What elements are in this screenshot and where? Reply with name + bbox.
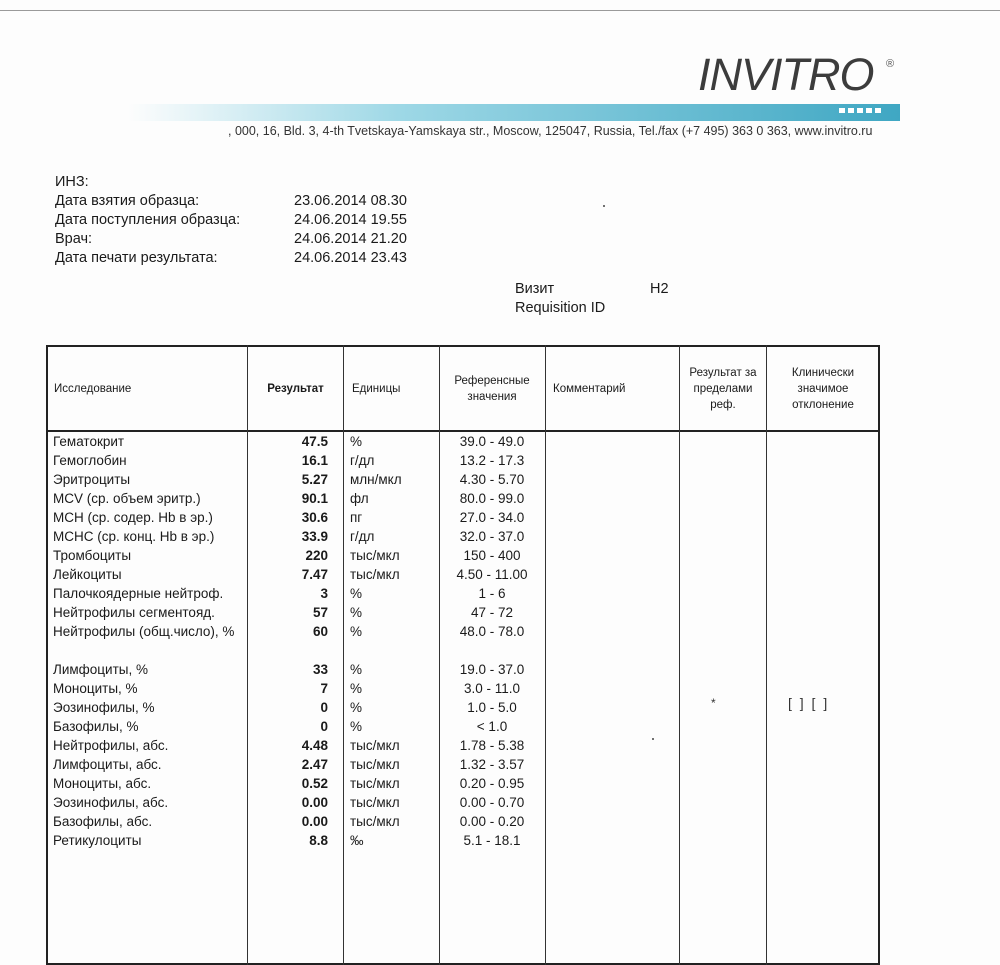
test-reference: 32.0 - 37.0 — [459, 529, 525, 544]
scan-speck — [652, 738, 654, 740]
test-name: Гематокрит — [53, 434, 125, 449]
test-reference: 4.30 - 5.70 — [459, 472, 525, 487]
logo-band — [128, 104, 900, 121]
test-reference: 0.00 - 0.70 — [459, 795, 525, 810]
test-result: 5.27 — [301, 472, 328, 487]
table-row — [46, 603, 880, 622]
test-unit: % — [350, 605, 363, 620]
visit-label: Визит — [515, 281, 555, 297]
test-unit: тыс/мкл — [350, 757, 400, 772]
logo-squares-icon — [839, 108, 881, 113]
test-result: 8.8 — [309, 833, 328, 848]
invitro-logo: INVITRO — [698, 49, 874, 100]
info-row — [55, 249, 407, 268]
test-reference: 48.0 - 78.0 — [459, 624, 525, 639]
test-result: 60 — [312, 624, 328, 639]
table-row — [46, 717, 880, 736]
test-reference: 0.20 - 0.95 — [459, 776, 525, 791]
lab-address: , 000, 16, Bld. 3, 4-th Tvetskaya-Yamskaya str., Moscow, 125047, Russia, Tel./fax (+7 495) 363 0 363, www.invitro.ru — [228, 124, 873, 138]
table-row — [46, 546, 880, 565]
table-row — [46, 812, 880, 831]
test-name: Лимфоциты, абс. — [53, 757, 162, 772]
test-name: Моноциты, абс. — [53, 776, 152, 791]
test-name: Гемоглобин — [53, 453, 127, 468]
header-clinical: Клинически значимое отклонение — [791, 366, 855, 411]
test-result: 0 — [320, 719, 328, 734]
test-result: 220 — [305, 548, 328, 563]
table-row — [46, 451, 880, 470]
test-reference: 3.0 - 11.0 — [463, 681, 521, 696]
test-unit: % — [350, 624, 363, 639]
test-reference: 1 - 6 — [478, 586, 506, 601]
test-reference: 39.0 - 49.0 — [459, 434, 525, 449]
test-name: Нейтрофилы (общ.число), % — [53, 624, 235, 639]
header-units: Единицы — [352, 382, 401, 395]
test-unit: г/дл — [350, 529, 375, 544]
test-unit: млн/мкл — [350, 472, 402, 487]
header-reference: Референсные значения — [454, 374, 530, 403]
test-result: 0.00 — [301, 814, 328, 829]
table-row — [46, 622, 880, 660]
test-reference: 1.78 - 5.38 — [459, 738, 525, 753]
info-row — [55, 173, 407, 192]
test-unit: тыс/мкл — [350, 738, 400, 753]
test-unit: тыс/мкл — [350, 776, 400, 791]
test-unit: ‰ — [350, 833, 364, 848]
table-body — [46, 432, 880, 850]
registered-mark: ® — [886, 58, 895, 70]
info-label: Дата взятия образца: — [55, 193, 200, 209]
test-unit: % — [350, 700, 363, 715]
test-result: 7 — [320, 681, 328, 696]
test-unit: % — [350, 719, 363, 734]
test-name: Моноциты, % — [53, 681, 138, 696]
test-result: 2.47 — [301, 757, 328, 772]
test-reference: 1.32 - 3.57 — [459, 757, 525, 772]
test-reference: 27.0 - 34.0 — [459, 510, 525, 525]
test-result: 33.9 — [301, 529, 328, 544]
table-row — [46, 698, 880, 717]
test-unit: % — [350, 662, 363, 677]
test-name: Нейтрофилы, абс. — [53, 738, 169, 753]
sample-info — [55, 173, 407, 268]
test-result: 90.1 — [301, 491, 328, 506]
test-reference: 13.2 - 17.3 — [459, 453, 525, 468]
test-reference: 19.0 - 37.0 — [459, 662, 525, 677]
clinical-mark: [ ] [ ] — [788, 695, 830, 711]
test-name: Нейтрофилы сегментояд. — [53, 605, 215, 620]
info-value: 24.06.2014 19.55 — [294, 212, 407, 228]
table-row — [46, 489, 880, 508]
test-unit: тыс/мкл — [350, 548, 400, 563]
table-row — [46, 565, 880, 584]
test-reference: 5.1 - 18.1 — [463, 833, 521, 848]
test-name: Эритроциты — [53, 472, 131, 487]
test-reference: 150 - 400 — [463, 548, 521, 563]
table-row — [46, 679, 880, 698]
test-name: Эозинофилы, % — [53, 700, 155, 715]
test-unit: пг — [350, 510, 363, 525]
info-value: 24.06.2014 23.43 — [294, 250, 407, 266]
table-row — [46, 527, 880, 546]
test-unit: фл — [350, 491, 369, 506]
test-reference: 80.0 - 99.0 — [459, 491, 525, 506]
info-label: Дата печати результата: — [55, 250, 218, 266]
test-unit: % — [350, 681, 363, 696]
test-name: MCH (ср. содер. Hb в эр.) — [53, 510, 213, 525]
test-unit: % — [350, 434, 363, 449]
test-unit: тыс/мкл — [350, 567, 400, 582]
table-row — [46, 774, 880, 793]
test-unit: тыс/мкл — [350, 814, 400, 829]
test-result: 0.00 — [301, 795, 328, 810]
info-label: ИНЗ: — [55, 174, 89, 190]
test-name: MCHC (ср. конц. Hb в эр.) — [53, 529, 215, 544]
table-row — [46, 736, 880, 755]
test-result: 57 — [312, 605, 328, 620]
test-unit: г/дл — [350, 453, 375, 468]
test-result: 4.48 — [301, 738, 328, 753]
out-of-ref-mark: * — [711, 696, 716, 710]
test-result: 0.52 — [301, 776, 328, 791]
test-name: MCV (ср. объем эритр.) — [53, 491, 201, 506]
test-reference: 0.00 - 0.20 — [459, 814, 525, 829]
info-value: 24.06.2014 21.20 — [294, 231, 407, 247]
info-row — [55, 211, 407, 230]
table-row — [46, 793, 880, 812]
header-test: Исследование — [54, 382, 132, 395]
visit-value: Н2 — [650, 281, 669, 297]
header-comment: Комментарий — [553, 382, 626, 395]
table-row — [46, 584, 880, 603]
table-row — [46, 831, 880, 850]
requisition-id-label: Requisition ID — [515, 300, 606, 316]
visit-block — [515, 280, 669, 318]
test-name: Тромбоциты — [53, 548, 132, 563]
test-result: 30.6 — [301, 510, 328, 525]
table-row — [46, 508, 880, 527]
header-out-of-ref: Результат за пределами реф. — [689, 366, 757, 411]
test-name: Базофилы, абс. — [53, 814, 153, 829]
test-name: Палочкоядерные нейтроф. — [53, 586, 224, 601]
test-name: Лимфоциты, % — [53, 662, 148, 677]
info-label: Врач: — [55, 231, 93, 247]
top-rule — [0, 10, 1000, 11]
table-row — [46, 470, 880, 489]
test-result: 47.5 — [301, 434, 328, 449]
table-row — [46, 432, 880, 451]
test-result: 33 — [312, 662, 328, 677]
table-row — [46, 755, 880, 774]
test-reference: 47 - 72 — [470, 605, 514, 620]
scan-speck — [603, 205, 605, 207]
test-result: 16.1 — [301, 453, 328, 468]
info-value: 23.06.2014 08.30 — [294, 193, 407, 209]
test-result: 0 — [320, 700, 328, 715]
test-result: 7.47 — [301, 567, 328, 582]
test-name: Эозинофилы, абс. — [53, 795, 169, 810]
test-name: Ретикулоциты — [53, 833, 142, 848]
test-name: Базофилы, % — [53, 719, 139, 734]
test-reference: < 1.0 — [476, 719, 508, 734]
test-unit: % — [350, 586, 363, 601]
info-row — [55, 192, 407, 211]
test-result: 3 — [320, 586, 328, 601]
header-result: Результат — [267, 382, 324, 395]
test-reference: 1.0 - 5.0 — [467, 700, 517, 715]
table-row — [46, 660, 880, 679]
test-reference: 4.50 - 11.00 — [456, 567, 528, 582]
test-unit: тыс/мкл — [350, 795, 400, 810]
test-name: Лейкоциты — [53, 567, 122, 582]
info-row — [55, 230, 407, 249]
info-label: Дата поступления образца: — [55, 212, 241, 228]
